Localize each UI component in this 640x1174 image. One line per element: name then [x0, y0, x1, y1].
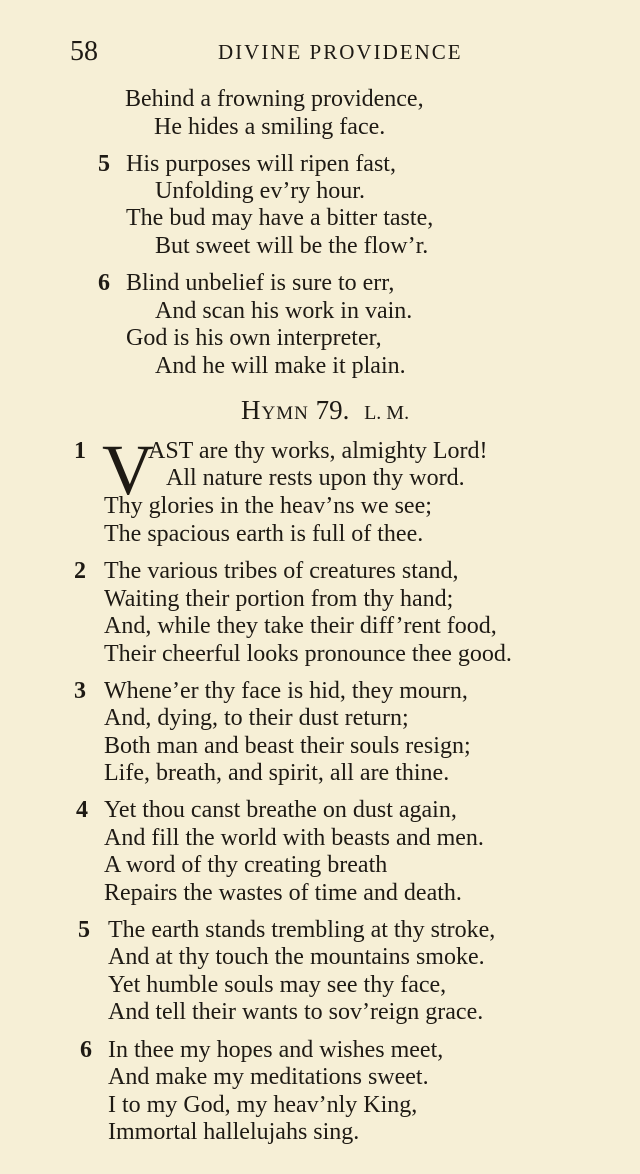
verse-line: The various tribes of creatures stand,	[104, 558, 459, 584]
verse-line: Yet humble souls may see thy face,	[108, 972, 447, 998]
verse-line: God is his own interpreter,	[126, 325, 382, 351]
stanza-number: 6	[80, 1037, 92, 1063]
verse-line: And, while they take their diff’rent food,	[104, 613, 497, 639]
stanza-number: 4	[76, 797, 88, 823]
running-head: DIVINE PROVIDENCE	[218, 40, 463, 64]
verse-line: He hides a smiling face.	[154, 114, 386, 140]
verse-line: Their cheerful looks pronounce thee good.	[104, 641, 512, 667]
verse-line: The spacious earth is full of thee.	[104, 521, 424, 547]
verse-line: And fill the world with beasts and men.	[104, 825, 484, 851]
verse-line: Unfolding ev’ry hour.	[155, 178, 365, 204]
verse-line: And tell their wants to sov’reign grace.	[108, 999, 484, 1025]
verse-line: And at thy touch the mountains smoke.	[108, 944, 485, 970]
hymn-title-number: 79.	[315, 395, 350, 425]
drop-cap: V	[102, 430, 154, 510]
verse-line: A word of thy creating breath	[104, 852, 388, 878]
verse-line: Repairs the wastes of time and death.	[104, 880, 462, 906]
verse-line: And, dying, to their dust return;	[104, 705, 409, 731]
verse-line: His purposes will ripen fast,	[126, 151, 396, 177]
verse-line: Blind unbelief is sure to err,	[126, 270, 395, 296]
verse-line: Both man and beast their souls resign;	[104, 733, 471, 759]
stanza-number: 5	[78, 917, 90, 943]
stanza-number: 2	[74, 558, 86, 584]
stanza-number: 3	[74, 678, 86, 704]
page-number: 58	[70, 36, 98, 67]
verse-line: In thee my hopes and wishes meet,	[108, 1037, 444, 1063]
hymn-title	[241, 395, 409, 426]
verse-line: Life, breath, and spirit, all are thine.	[104, 760, 450, 786]
verse-line: And he will make it plain.	[155, 353, 406, 379]
page-header	[70, 36, 510, 68]
verse-line: I to my God, my heav’nly King,	[108, 1092, 418, 1118]
stanza-number: 5	[98, 151, 110, 177]
hymn-meter: L. M.	[364, 402, 410, 424]
stanza-number: 1	[74, 438, 86, 464]
verse-line: Yet thou canst breathe on dust again,	[104, 797, 457, 823]
verse-line: Immortal hallelujahs sing.	[108, 1119, 360, 1145]
verse-line: Whene’er thy face is hid, they mourn,	[104, 678, 468, 704]
hymn-title-word: Hymn	[241, 395, 309, 425]
verse-line: The bud may have a bitter taste,	[126, 205, 434, 231]
stanza-number: 6	[98, 270, 110, 296]
verse-line: All nature rests upon thy word.	[166, 465, 465, 491]
verse-line: AST are thy works, almighty Lord!	[148, 438, 488, 464]
verse-line: Waiting their portion from thy hand;	[104, 586, 454, 612]
verse-line: And make my meditations sweet.	[108, 1064, 429, 1090]
verse-line: Thy glories in the heav’ns we see;	[104, 493, 432, 519]
verse-line: Behind a frowning providence,	[125, 86, 424, 112]
verse-line: But sweet will be the flow’r.	[155, 233, 429, 259]
verse-line: The earth stands trembling at thy stroke,	[108, 917, 496, 943]
verse-line: And scan his work in vain.	[155, 298, 413, 324]
